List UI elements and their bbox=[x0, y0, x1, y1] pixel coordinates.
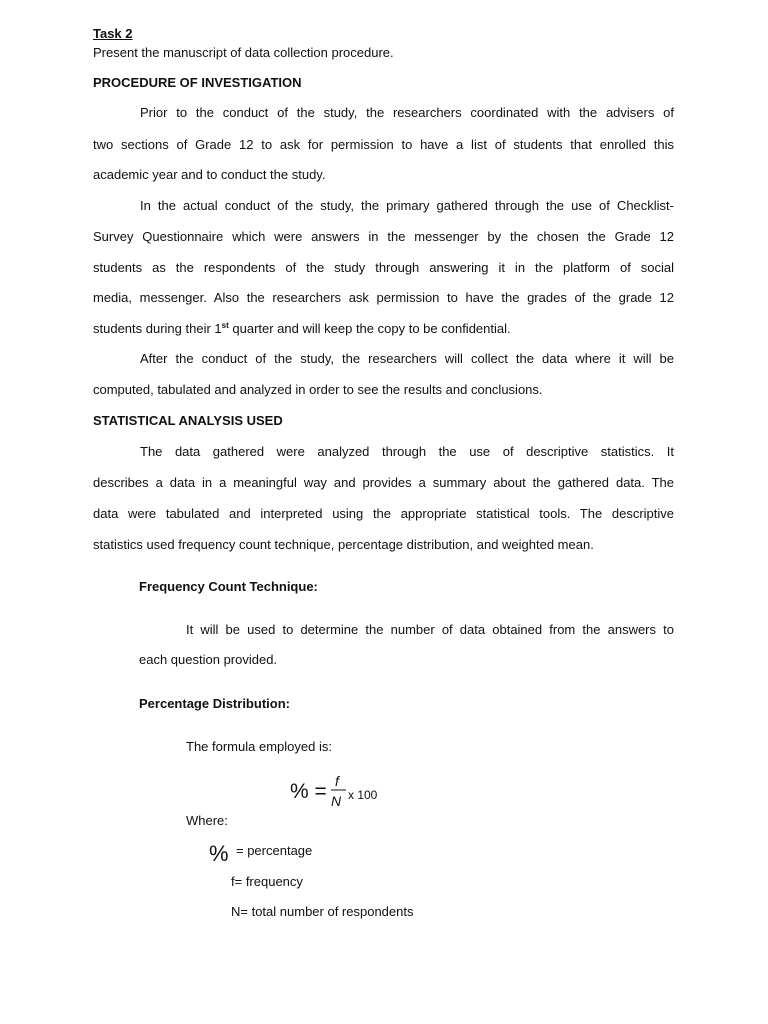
para2-line5-start: students during their 1 bbox=[93, 321, 222, 336]
percentage-formula bbox=[290, 770, 390, 814]
statistics-para-line2: describes a data in a meaningful way and provides a summary about the gathered data. The bbox=[93, 475, 674, 490]
procedure-para2-line1: In the actual conduct of the study, the primary gathered through the use of Checklist- bbox=[140, 198, 674, 213]
percentage-heading: Percentage Distribution: bbox=[139, 696, 290, 711]
procedure-para1-line3: academic year and to conduct the study. bbox=[93, 167, 326, 182]
formula-denominator: N bbox=[331, 793, 342, 809]
formula-numerator: f bbox=[335, 773, 339, 789]
procedure-para2-line5 bbox=[93, 321, 511, 337]
procedure-para3-line1: After the conduct of the study, the researchers will collect the data where it will be bbox=[140, 351, 674, 366]
formula-multiplier: x 100 bbox=[348, 788, 378, 802]
procedure-para3-line2: computed, tabulated and analyzed in order to see the results and conclusions. bbox=[93, 382, 543, 397]
frequency-definition: f= frequency bbox=[231, 874, 303, 889]
procedure-para2-line2: Survey Questionnaire which were answers in the messenger by the chosen the Grade 12 bbox=[93, 229, 674, 244]
task-instruction: Present the manuscript of data collection procedure. bbox=[93, 45, 394, 60]
task-heading: Task 2 bbox=[93, 26, 133, 41]
statistics-heading: STATISTICAL ANALYSIS USED bbox=[93, 413, 283, 428]
procedure-para2-line3: students as the respondents of the study through answering it in the platform of social bbox=[93, 260, 674, 275]
statistics-para-line4: statistics used frequency count technique, percentage distribution, and weighted mean. bbox=[93, 537, 594, 552]
statistics-para-line3: data were tabulated and interpreted using the appropriate statistical tools. The descriptive bbox=[93, 506, 674, 521]
frequency-para-line2: each question provided. bbox=[139, 652, 278, 667]
statistics-para-line1: The data gathered were analyzed through the use of descriptive statistics. It bbox=[140, 444, 674, 459]
formula-lhs: % = bbox=[290, 780, 327, 803]
percent-definition: = percentage bbox=[236, 843, 313, 858]
where-label: Where: bbox=[186, 813, 228, 828]
formula-graphic bbox=[290, 770, 390, 814]
procedure-para2-line4: media, messenger. Also the researchers ask permission to have the grades of the grade 12 bbox=[93, 290, 674, 305]
percent-symbol: % bbox=[209, 841, 229, 866]
procedure-para1-line2: two sections of Grade 12 to ask for permission to have a list of students that enrolled this bbox=[93, 137, 674, 152]
n-definition: N= total number of respondents bbox=[231, 904, 414, 919]
ordinal-superscript: st bbox=[221, 321, 229, 330]
frequency-para-line1: It will be used to determine the number of data obtained from the answers to bbox=[186, 622, 674, 637]
para2-line5-end: quarter and will keep the copy to be confidential. bbox=[228, 321, 511, 336]
procedure-heading: PROCEDURE OF INVESTIGATION bbox=[93, 75, 302, 90]
frequency-heading: Frequency Count Technique: bbox=[139, 579, 318, 594]
formula-intro: The formula employed is: bbox=[186, 739, 332, 754]
procedure-para1-line1: Prior to the conduct of the study, the researchers coordinated with the advisers of bbox=[140, 105, 674, 120]
